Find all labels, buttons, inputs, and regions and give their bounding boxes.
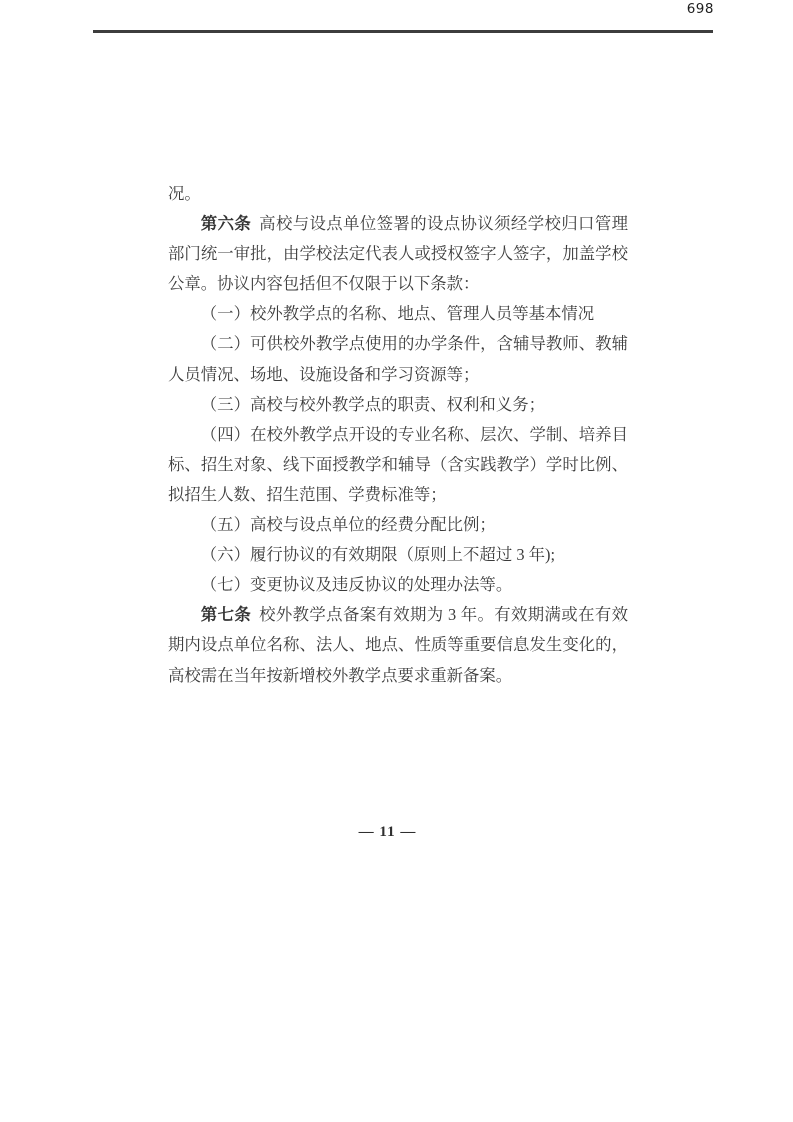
article-7-label: 第七条: [200, 605, 252, 625]
footer-page-number: — 11 —: [358, 824, 417, 840]
paragraph-clause-7: （七）变更协议及违反协议的处理办法等。: [200, 575, 513, 595]
document-body: [168, 179, 628, 691]
paragraph-clause-2: （二）可供校外教学点使用的办学条件，含辅导教师、教辅人员情况、场地、设施设备和学习资源等；: [168, 334, 628, 384]
paragraph-article-7: [168, 600, 628, 690]
top-rule-line: [93, 30, 713, 33]
article-6-label: 第六条: [200, 214, 252, 234]
paragraph-clause-1: （一）校外教学点的名称、地点、管理人员等基本情况: [200, 304, 595, 324]
paragraph-clause-5: （五）高校与设点单位的经费分配比例；: [200, 515, 496, 535]
paragraph-clause-4: （四）在校外教学点开设的专业名称、层次、学制、培养目标、招生对象、线下面授教学和辅导（含实践教学）学时比例、拟招生人数、招生范围、学费标准等；: [168, 424, 628, 504]
paragraph-clause-6: （六）履行协议的有效期限（原则上不超过 3 年);: [200, 545, 556, 565]
paragraph-article-6: [168, 209, 628, 299]
paragraph-clause-3: （三）高校与校外教学点的职责、权利和义务；: [200, 394, 545, 414]
paragraph-continuation: 况。: [168, 184, 201, 203]
corner-page-number: 698: [686, 1, 714, 17]
article-6-text: 高校与设点单位签署的设点协议须经学校归口管理部门统一审批，由学校法定代表人或授权签字人签字，加盖学校公章。协议内容包括但不仅限于以下条款：: [168, 214, 629, 294]
article-7-text: 校外教学点备案有效期为 3 年。有效期满或在有效期内设点单位名称、法人、地点、性质等重要信息发生变化的，高校需在当年按新增校外教学点要求重新备案。: [168, 605, 629, 685]
